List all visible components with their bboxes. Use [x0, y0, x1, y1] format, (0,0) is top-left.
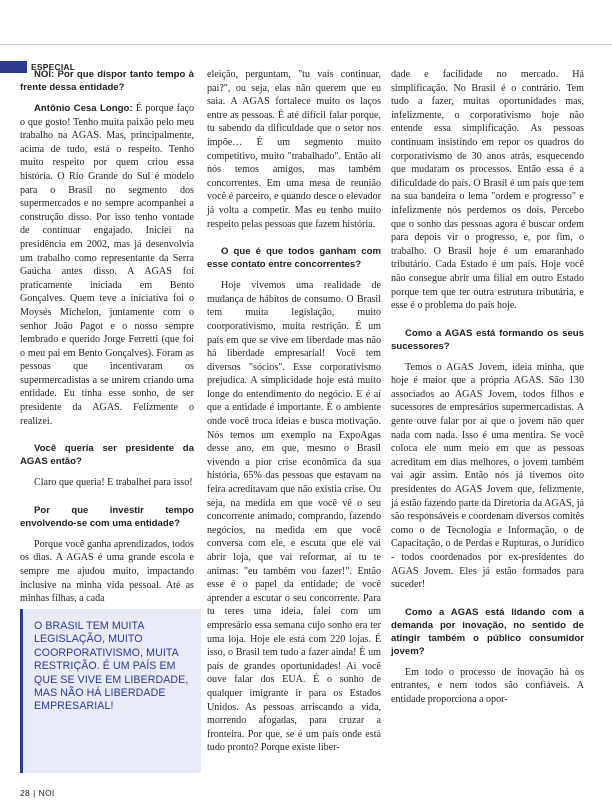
answer-text: É porque faço o que gosto! Tenho muita paixão pelo meu trabalho na AGAS. Mas, principalmente, acima de tudo, está o respeito. Tenho muito respeito por quem criou essa história. O Rio Grande do Sul é modelo para o Brasil no segmento dos supermercados e no sempre acompanhei a construção disso. Por isso tenho vontade de continuar engajado. Iniciei na presidência em 2002, mas já desenvolvia um trabalho como representante da Serra Gaúcha antes disso. A AGAS foi praticamente iniciada em Bento Gonçalves. Quem teve a iniciativa foi o Moysés Michelon, juntamente com o senhor João Pagot e o nosso sempre lembrado e querido Jorge Ferretti (que foi o meu pai em Bento Gonçalves). Foram as pessoas que incentivaram os supermercadistas a se unirem criando uma entidade. Eu tinha esse sonho, de ser presidente da AGAS. Felizmente o realizei.: [20, 103, 194, 427]
answer-paragraph: dade e facilidade no mercado. Há simplificação. No Brasil é o contrário. Tem tudo a fazer, muitas oportunidades mas, infelizmente, o corporativismo hoje não entende essa simplificação. As pessoas continuam insistindo em repor os quadros do corporativismo de 30 anos atrás, esquecendo que mudaram os processos. Então essa é a dificuldade do país. O Brasil é um país que tem na sua bandeira o lema "ordem e progresso" e infelizmente nós perdemos os dois. Percebo que o sonho das pessoas agora é buscar ordem para depois vir o progresso, e, por fim, o trabalho. O Brasil hoje é um emaranhado tributário. Cada Estado é um país. Hoje você não consegue abrir uma filial em outro Estado porque tem que ter outra estrutura tributária, e esse é o problema do país hoje.: [391, 69, 584, 312]
question: NOI: Por que dispor tanto tempo à frente dessa entidade?: [20, 69, 194, 93]
page-footer: [20, 788, 55, 798]
speaker-name: Antônio Cesa Longo:: [34, 103, 133, 114]
page-number: 28: [20, 788, 31, 798]
magazine-name: NOI: [38, 788, 55, 798]
answer-paragraph: Hoje vivemos uma realidade de mudança de hábitos de consumo. O Brasil tem muita legislação, muito coorporativismo, muita restrição. É um país em que se vive em liberdade mas não há liberdade empresarial! Você tem diversos "sócios". Esse corporativismo prejudica. A simplicidade hoje está muito longe do entendimento do negócio. E é aí que a entidade é importante. É o ambiente onde você troca ideias e busca motivação. Nós temos um exemplo na ExpoAgas desse ano, em que, mesmo o Brasil vivendo a pior crise econômica da sua história, 65% das pessoas que estavam na feira acreditavam que não existia crise. Ou seja, na medida em que você vê o seu concorrente animado, comprando, fazendo negócios, na medida em que você conversa com ele, e escuta que ele vai abrir loja, que vai reformar, aí tu te animas: "eu também vou fazer!". Então esse é o papel da entidade; de você aprender a escutar o seu concorrente. Para tu teres uma ideia, falei com um empresário essa semana cujo sonho era ter uma loja. Hoje ele está com 220 lojas. É isso, o Brasil tem tudo a fazer ainda! É um país de grandes oportunidades! Ai você ouve falar dos EUA. É o sonho de qualquer imigrante ir para os Estados Unidos. As pessoas arriscando a vida, morrendo afogadas, para cruzar a fronteira. Por que, se é um país onde está tudo pronto? Porque existe liber-: [207, 280, 381, 754]
question: Como a AGAS está formando os seus sucessores?: [391, 327, 584, 352]
article-column-1: [20, 68, 194, 606]
section-label: ESPECIAL: [31, 62, 76, 72]
answer-paragraph: Claro que queria! E trabalhei para isso!: [34, 477, 193, 489]
answer-paragraph: Porque você ganha aprendizados, todos os dias. A AGAS é uma grande escola e sempre me ajudou muito, impactando inclusive na minha vida pessoal. Até as minhas filhas, a cada: [20, 538, 194, 605]
answer-paragraph: [20, 102, 194, 428]
page-header: [0, 30, 612, 72]
answer-paragraph: eleição, perguntam, "tu vais continuar, pai?", ou seja, elas não querem que eu saia. A AGAS fortalece muito os laços entre as pessoas. É até difícil falar porque, tu sabendo da dificuldade que o setor nos impõe… É um segmento muito competitivo, muito "trabalhado". Então ali nós temos amigos, mas também concorrentes. Em uma mesa de reunião você é parceiro, e quando desce o elevador já volta a competir. Mas eu tenho muito respeito pelas pessoas que fazem história.: [207, 69, 381, 230]
question: O que é que todos ganham com esse contato entre concorrentes?: [207, 246, 381, 271]
question: Você queria ser presidente da AGAS então?: [20, 443, 194, 468]
question: Por que investir tempo envolvendo-se com uma entidade?: [20, 504, 194, 529]
footer-separator: |: [33, 788, 36, 798]
pull-quote-box: [20, 609, 201, 773]
pull-quote-accent: [20, 609, 23, 773]
article-column-3: [391, 68, 584, 707]
pull-quote-text: O BRASIL TEM MUITA LEGISLAÇÃO, MUITO COORPORATIVISMO, MUITA RESTRIÇÃO. É UM PAÍS EM QUE SE VIVE EM LIBERDADE, MAS NÃO HÁ LIBERDADE EMPRESARIAL!: [34, 620, 189, 713]
question: Como a AGAS está lidando com a demanda por inovação, no sentido de atingir também o público consumidor jovem?: [391, 606, 584, 657]
answer-paragraph: Em todo o processo de inovação há os entrantes, e nem todos são confiáveis. A entidade proporciona a opor-: [391, 666, 584, 705]
article-column-2: [207, 68, 381, 755]
header-rule: [0, 44, 612, 45]
answer-paragraph: Temos o AGAS Jovem, ideia minha, que hoje é maior que a própria AGAS. São 130 associados ao AGAS Jovem, todos filhos e sucessores de empresários supermercadistas. A gente ouve falar por aí que o jovem não quer nada com nada. Isso é uma mentira. Se você coloca ele num meio em que as pessoas acreditam em dias melhores, o jovem também vai agir assim. Então nós já tivemos oito presidentes do AGAS Jovem que, felizmente, já estão fazendo parte da Diretoria da AGAS, já são responsáveis e coordenam diversos comitês como o de Tecnologia e Informação, o de Capacitação, o de Perdas e Rupturas, o Jurídico - todos coordenados por ex-presidentes do AGAS Jovem. Eles já estão formados para suceder!: [391, 361, 584, 591]
